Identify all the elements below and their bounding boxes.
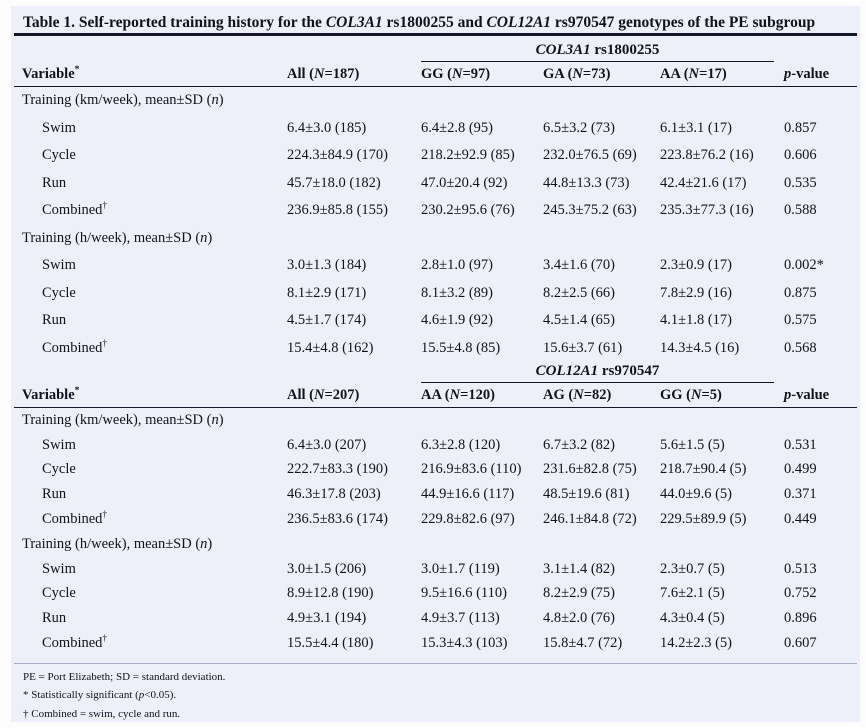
- cell-pvalue: 0.588: [784, 202, 817, 219]
- cell-genotype-2: 3.4±1.6 (70): [543, 257, 615, 274]
- cell-genotype-1: 15.3±4.3 (103): [421, 635, 508, 652]
- table-col3a1: [14, 36, 857, 362]
- table-row-cycle: [14, 142, 857, 170]
- cell-pvalue: 0.857: [784, 119, 817, 136]
- table-row-run: [14, 307, 857, 335]
- all-post: =187): [324, 65, 360, 82]
- footnote-post: <0.05).: [144, 689, 177, 702]
- row-label-text: Cycle: [42, 461, 76, 478]
- cell-genotype-3: 229.5±89.9 (5): [660, 511, 747, 528]
- genotype-group-header-col12a1: [421, 363, 774, 383]
- row-label-text: Swim: [42, 257, 76, 274]
- column-header-genotype-2: [543, 66, 660, 83]
- table-inner: [11, 6, 860, 726]
- g3-pre: GG (: [660, 386, 692, 403]
- row-label-text: Combined: [42, 339, 103, 356]
- cell-genotype-2: 3.1±1.4 (82): [543, 560, 615, 577]
- section-header-km-week: [22, 412, 857, 429]
- cell-all: 45.7±18.0 (182): [287, 174, 381, 191]
- n-italic: N: [449, 386, 461, 403]
- cell-genotype-3: 4.3±0.4 (5): [660, 610, 725, 627]
- table-row-run: [14, 170, 857, 198]
- cell-genotype-1: 218.2±92.9 (85): [421, 147, 515, 164]
- g3-pre: AA (: [660, 65, 689, 82]
- table-col12a1: [14, 362, 857, 656]
- cell-genotype-3: 7.6±2.1 (5): [660, 585, 725, 602]
- column-header-all: [287, 66, 421, 83]
- section-title-pre: Training (km/week), mean±SD (: [22, 92, 212, 109]
- section-title-pre: Training (km/week), mean±SD (: [22, 411, 212, 428]
- row-label: [22, 147, 287, 164]
- footnote-pre: * Statistically significant (: [23, 689, 139, 702]
- section-title-post: ): [218, 411, 224, 428]
- genotype-span-row: [14, 36, 857, 62]
- table-row-swim: [14, 557, 857, 582]
- cell-all: 6.4±3.0 (185): [287, 119, 367, 136]
- row-label: [22, 202, 287, 219]
- cell-genotype-3: 4.1±1.8 (17): [660, 312, 732, 329]
- table-panel: [11, 6, 860, 722]
- cell-genotype-3: 223.8±76.2 (16): [660, 147, 754, 164]
- cell-genotype-3: 14.2±2.3 (5): [660, 635, 732, 652]
- table-row-cycle: [14, 582, 857, 607]
- cell-genotype-3: 2.3±0.9 (17): [660, 257, 732, 274]
- row-label: [22, 511, 287, 528]
- cell-genotype-3: 235.3±77.3 (16): [660, 202, 754, 219]
- cell-all: 222.7±83.3 (190): [287, 461, 388, 478]
- g1-pre: GG (: [421, 65, 453, 82]
- table-row-cycle: [14, 458, 857, 483]
- rs-number: rs1800255: [590, 42, 660, 58]
- cell-all: 8.9±12.8 (190): [287, 585, 374, 602]
- cell-genotype-3: 42.4±21.6 (17): [660, 174, 747, 191]
- p-italic: p: [138, 689, 145, 702]
- p-italic: p: [784, 386, 792, 403]
- row-label-text: Run: [42, 610, 67, 627]
- cell-genotype-1: 44.9±16.6 (117): [421, 486, 515, 503]
- column-header-genotype-1: [421, 66, 543, 83]
- cell-genotype-1: 229.8±82.6 (97): [421, 511, 515, 528]
- cell-pvalue: 0.002*: [784, 257, 824, 274]
- cell-pvalue: 0.531: [784, 436, 817, 453]
- row-label-text: Combined: [42, 202, 103, 219]
- g1-post: =120): [460, 386, 495, 403]
- title-text-pre: Table 1. Self-reported training history for the: [23, 14, 326, 31]
- row-label-text: Swim: [42, 436, 76, 453]
- cell-genotype-2: 44.8±13.3 (73): [543, 174, 630, 191]
- row-label-text: Run: [42, 486, 67, 503]
- n-italic: N: [572, 65, 583, 82]
- cell-genotype-2: 6.7±3.2 (82): [543, 436, 615, 453]
- table-row-swim: [14, 252, 857, 280]
- g1-pre: AA (: [421, 386, 450, 403]
- column-header-genotype-3: [660, 387, 784, 404]
- column-header-pvalue: [784, 66, 857, 83]
- section-header-km-week: [22, 92, 857, 109]
- title-text-post: rs970547 genotypes of the PE subgroup: [551, 14, 816, 31]
- cell-genotype-1: 4.6±1.9 (92): [421, 312, 493, 329]
- row-label-text: Run: [42, 312, 67, 329]
- cell-genotype-3: 7.8±2.9 (16): [660, 284, 732, 301]
- all-pre: All (: [287, 386, 314, 403]
- variable-label: Variable: [22, 386, 75, 403]
- cell-genotype-1: 216.9±83.6 (110): [421, 461, 522, 478]
- row-label-text: Combined: [42, 635, 103, 652]
- p-post: -value: [791, 386, 830, 403]
- cell-pvalue: 0.449: [784, 511, 817, 528]
- cell-genotype-3: 218.7±90.4 (5): [660, 461, 747, 478]
- cell-genotype-2: 48.5±19.6 (81): [543, 486, 630, 503]
- dagger-mark: †: [102, 338, 108, 349]
- n-italic: n: [211, 92, 219, 109]
- row-label: [22, 312, 287, 329]
- n-italic: N: [688, 65, 700, 82]
- cell-all: 15.5±4.4 (180): [287, 635, 374, 652]
- cell-pvalue: 0.752: [784, 585, 817, 602]
- n-italic: n: [200, 229, 208, 246]
- cell-genotype-2: 4.5±1.4 (65): [543, 312, 615, 329]
- g1-post: =97): [462, 65, 491, 82]
- rs-number: rs970547: [598, 363, 660, 379]
- g2-pre: GA (: [543, 65, 573, 82]
- cell-all: 15.4±4.8 (162): [287, 339, 374, 356]
- row-label: [22, 561, 287, 578]
- cell-all: 8.1±2.9 (171): [287, 284, 367, 301]
- cell-genotype-2: 15.6±3.7 (61): [543, 339, 623, 356]
- footnote-significance: [23, 689, 857, 708]
- cell-pvalue: 0.875: [784, 284, 817, 301]
- column-header-row: [14, 62, 857, 87]
- n-italic: N: [452, 65, 463, 82]
- title-gene2: COL12A1: [486, 14, 552, 31]
- genotype-group-header-col3a1: [421, 42, 774, 62]
- cell-all: 6.4±3.0 (207): [287, 436, 367, 453]
- cell-pvalue: 0.606: [784, 147, 817, 164]
- row-label: [22, 610, 287, 627]
- table-row-swim: [14, 115, 857, 143]
- cell-genotype-1: 6.3±2.8 (120): [421, 436, 501, 453]
- column-header-all: [287, 387, 421, 404]
- cell-genotype-2: 8.2±2.9 (75): [543, 585, 615, 602]
- cell-genotype-2: 245.3±75.2 (63): [543, 202, 637, 219]
- g3-post: =17): [699, 65, 727, 82]
- section-title-post: ): [218, 92, 224, 109]
- row-label: [22, 461, 287, 478]
- column-header-genotype-1: [421, 387, 543, 404]
- table-row-cycle: [14, 280, 857, 308]
- n-italic: N: [691, 386, 702, 403]
- g2-post: =82): [583, 386, 612, 403]
- cell-genotype-3: 5.6±1.5 (5): [660, 436, 725, 453]
- table-row-swim: [14, 433, 857, 458]
- cell-genotype-2: 6.5±3.2 (73): [543, 119, 615, 136]
- cell-pvalue: 0.896: [784, 610, 817, 627]
- table-row-combined: [14, 507, 857, 532]
- cell-genotype-1: 230.2±95.6 (76): [421, 202, 515, 219]
- all-post: =207): [324, 386, 360, 403]
- row-label: [22, 257, 287, 274]
- row-label-text: Run: [42, 174, 67, 191]
- n-italic: N: [313, 386, 325, 403]
- gene-name: COL3A1: [535, 42, 591, 58]
- column-header-variable: [22, 387, 287, 404]
- row-label: [22, 635, 287, 652]
- section-header-h-week: [22, 536, 857, 553]
- table-title: [14, 6, 857, 33]
- n-italic: N: [573, 386, 584, 403]
- cell-genotype-1: 8.1±3.2 (89): [421, 284, 493, 301]
- cell-all: 46.3±17.8 (203): [287, 486, 381, 503]
- cell-pvalue: 0.371: [784, 486, 817, 503]
- footnotes: [14, 664, 857, 727]
- cell-pvalue: 0.607: [784, 635, 817, 652]
- section-header-row: [14, 87, 857, 115]
- cell-genotype-2: 4.8±2.0 (76): [543, 610, 615, 627]
- dagger-mark: †: [102, 510, 108, 521]
- cell-genotype-1: 3.0±1.7 (119): [421, 560, 500, 577]
- title-gene1: COL3A1: [325, 14, 383, 31]
- asterisk-mark: *: [74, 385, 80, 396]
- dagger-mark: †: [102, 201, 108, 212]
- cell-all: 236.9±85.8 (155): [287, 202, 388, 219]
- footnote-combined: † Combined = swim, cycle and run.: [23, 707, 181, 720]
- all-pre: All (: [287, 65, 314, 82]
- variable-label: Variable: [22, 65, 75, 82]
- cell-pvalue: 0.535: [784, 174, 817, 191]
- cell-genotype-1: 4.9±3.7 (113): [421, 610, 500, 627]
- row-label: [22, 486, 287, 503]
- cell-pvalue: 0.499: [784, 461, 817, 478]
- row-label: [22, 340, 287, 357]
- row-label: [22, 175, 287, 192]
- column-header-pvalue: [784, 387, 857, 404]
- gene-name: COL12A1: [535, 363, 599, 379]
- genotype-span-row: [14, 362, 857, 383]
- section-header-h-week: [22, 230, 857, 247]
- cell-genotype-1: 15.5±4.8 (85): [421, 339, 501, 356]
- table-row-combined: [14, 197, 857, 225]
- title-text-mid: rs1800255 and: [382, 14, 487, 31]
- row-label-text: Cycle: [42, 284, 76, 301]
- cell-genotype-3: 14.3±4.5 (16): [660, 339, 740, 356]
- cell-genotype-2: 246.1±84.8 (72): [543, 511, 637, 528]
- cell-pvalue: 0.513: [784, 560, 817, 577]
- row-label: [22, 585, 287, 602]
- g2-post: =73): [582, 65, 611, 82]
- cell-genotype-2: 8.2±2.5 (66): [543, 284, 615, 301]
- n-italic: n: [211, 411, 219, 428]
- cell-pvalue: 0.568: [784, 339, 817, 356]
- asterisk-mark: *: [74, 64, 80, 75]
- p-italic: p: [784, 65, 792, 82]
- cell-genotype-3: 2.3±0.7 (5): [660, 560, 725, 577]
- column-header-genotype-3: [660, 66, 784, 83]
- cell-pvalue: 0.575: [784, 312, 817, 329]
- cell-genotype-3: 44.0±9.6 (5): [660, 486, 732, 503]
- section-header-row: [14, 408, 857, 433]
- cell-genotype-3: 6.1±3.1 (17): [660, 119, 732, 136]
- row-label-text: Cycle: [42, 147, 76, 164]
- column-header-variable: [22, 66, 287, 83]
- cell-all: 4.5±1.7 (174): [287, 312, 367, 329]
- n-italic: N: [313, 65, 325, 82]
- p-post: -value: [791, 65, 830, 82]
- section-header-row: [14, 225, 857, 253]
- row-label-text: Cycle: [42, 585, 76, 602]
- row-label: [22, 437, 287, 454]
- section-title-pre: Training (h/week), mean±SD (: [22, 535, 201, 552]
- table-row-combined: [14, 631, 857, 656]
- cell-genotype-2: 231.6±82.8 (75): [543, 461, 637, 478]
- row-label-text: Combined: [42, 511, 103, 528]
- g3-post: =5): [701, 386, 722, 403]
- cell-genotype-2: 232.0±76.5 (69): [543, 147, 637, 164]
- cell-all: 224.3±84.9 (170): [287, 147, 388, 164]
- row-label-text: Swim: [42, 119, 76, 136]
- section-header-row: [14, 532, 857, 557]
- cell-all: 236.5±83.6 (174): [287, 511, 388, 528]
- column-header-row: [14, 383, 857, 408]
- cell-all: 4.9±3.1 (194): [287, 610, 367, 627]
- section-title-post: ): [207, 229, 213, 246]
- cell-all: 3.0±1.5 (206): [287, 560, 367, 577]
- table-row-run: [14, 606, 857, 631]
- column-header-genotype-2: [543, 387, 660, 404]
- footnote-abbreviations: PE = Port Elizabeth; SD = standard deviation.: [23, 670, 226, 683]
- table-row-combined: [14, 335, 857, 363]
- cell-all: 3.0±1.3 (184): [287, 257, 367, 274]
- dagger-mark: †: [102, 634, 108, 645]
- cell-genotype-1: 2.8±1.0 (97): [421, 257, 493, 274]
- section-title-post: ): [207, 535, 213, 552]
- row-label: [22, 285, 287, 302]
- row-label-text: Swim: [42, 560, 76, 577]
- cell-genotype-1: 9.5±16.6 (110): [421, 585, 507, 602]
- row-label: [22, 120, 287, 137]
- section-title-pre: Training (h/week), mean±SD (: [22, 229, 201, 246]
- table-row-run: [14, 482, 857, 507]
- cell-genotype-2: 15.8±4.7 (72): [543, 635, 623, 652]
- g2-pre: AG (: [543, 386, 574, 403]
- cell-genotype-1: 6.4±2.8 (95): [421, 119, 493, 136]
- n-italic: n: [200, 535, 208, 552]
- cell-genotype-1: 47.0±20.4 (92): [421, 174, 508, 191]
